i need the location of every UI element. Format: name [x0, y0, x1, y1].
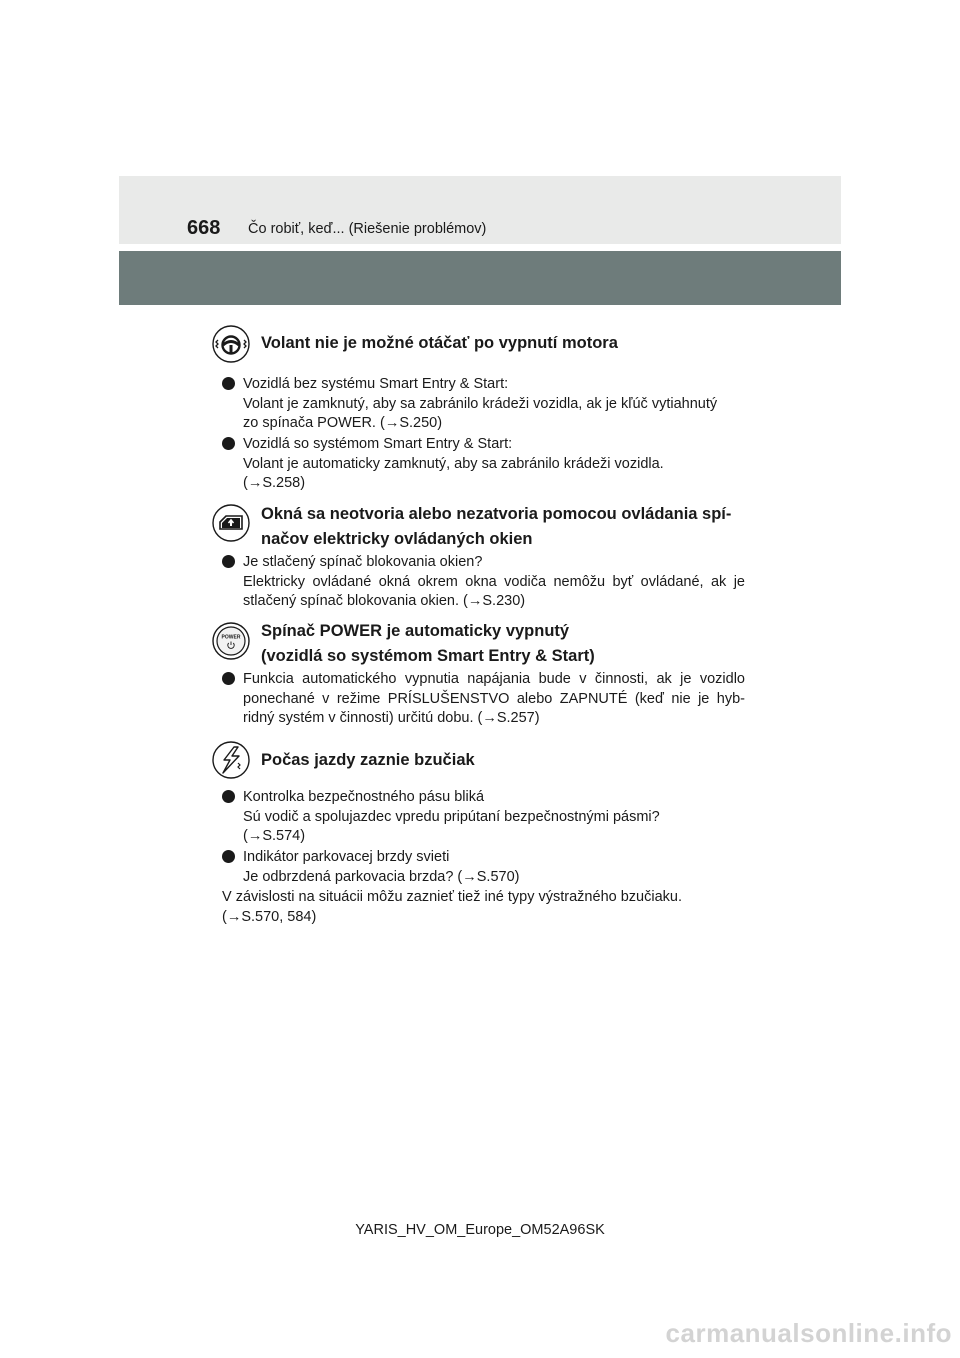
list-item: Je stlačený spínač blokovania okien? Elektricky ovládané okná okrem okna vodiča nemôžu byť ovládané, ak je stlačený spínač blokovania okien. (→S.230) [222, 553, 745, 612]
page-number: 668 [187, 217, 221, 239]
bullet-icon [222, 790, 235, 803]
note-text: V závislosti na situácii môžu zaznieť tiež iné typy výstražného bzučiaku. (→S.570, 584) [222, 889, 682, 925]
section-title: Počas jazdy zaznie bzučiak [261, 751, 475, 769]
watermark: carmanualsonline.info [665, 1318, 952, 1348]
steering-wheel-lock-icon [212, 325, 250, 363]
document-code: YARIS_HV_OM_Europe_OM52A96SK [355, 1222, 605, 1238]
bullet-icon [222, 377, 235, 390]
list-item: Funkcia automatického vypnutia napájania bude v činnosti, ak je vozidlo ponechané v režime PRÍSLUŠENSTVO alebo ZAPNUTÉ (keď nie je hyb- ridný systém v činnosti) určitú dobu. (→S.257) [222, 670, 745, 729]
list-item: Kontrolka bezpečnostného pásu bliká Sú vodič a spolujazdec vpredu pripútaní bezpečnostnými pásmi? (→S.574) [222, 788, 745, 847]
section-title: Volant nie je možné otáčať po vypnutí motora [261, 334, 618, 352]
bullet-icon [222, 437, 235, 450]
power-window-lock-icon [212, 504, 250, 542]
power-label: POWER [221, 634, 241, 641]
list-item: Indikátor parkovacej brzdy svieti Je odbrzdená parkovacia brzda? (→S.570) [222, 848, 745, 887]
bullet-icon [222, 555, 235, 568]
section-title: Spínač POWER je automaticky vypnutý (vozidlá so systémom Smart Entry & Start) [261, 622, 595, 665]
power-switch-icon [212, 622, 250, 660]
warning-buzzer-icon [212, 741, 250, 779]
section-title: Okná sa neotvoria alebo nezatvoria pomocou ovládania spí- načov elektricky ovládaných okien [261, 505, 732, 548]
chapter-title: Čo robiť, keď... (Riešenie problémov) [248, 221, 487, 237]
header-band [119, 251, 841, 305]
list-item: Vozidlá bez systému Smart Entry & Start: Volant je zamknutý, aby sa zabránilo krádeži vozidla, ak je kľúč vytiahnutý zo spínača POWER. (→S.250) [222, 375, 745, 434]
list-item: Vozidlá so systémom Smart Entry & Start: Volant je automaticky zamknutý, aby sa zabránilo krádeži vozidla. (→S.258) [222, 435, 745, 494]
bullet-icon [222, 850, 235, 863]
bullet-icon [222, 672, 235, 685]
